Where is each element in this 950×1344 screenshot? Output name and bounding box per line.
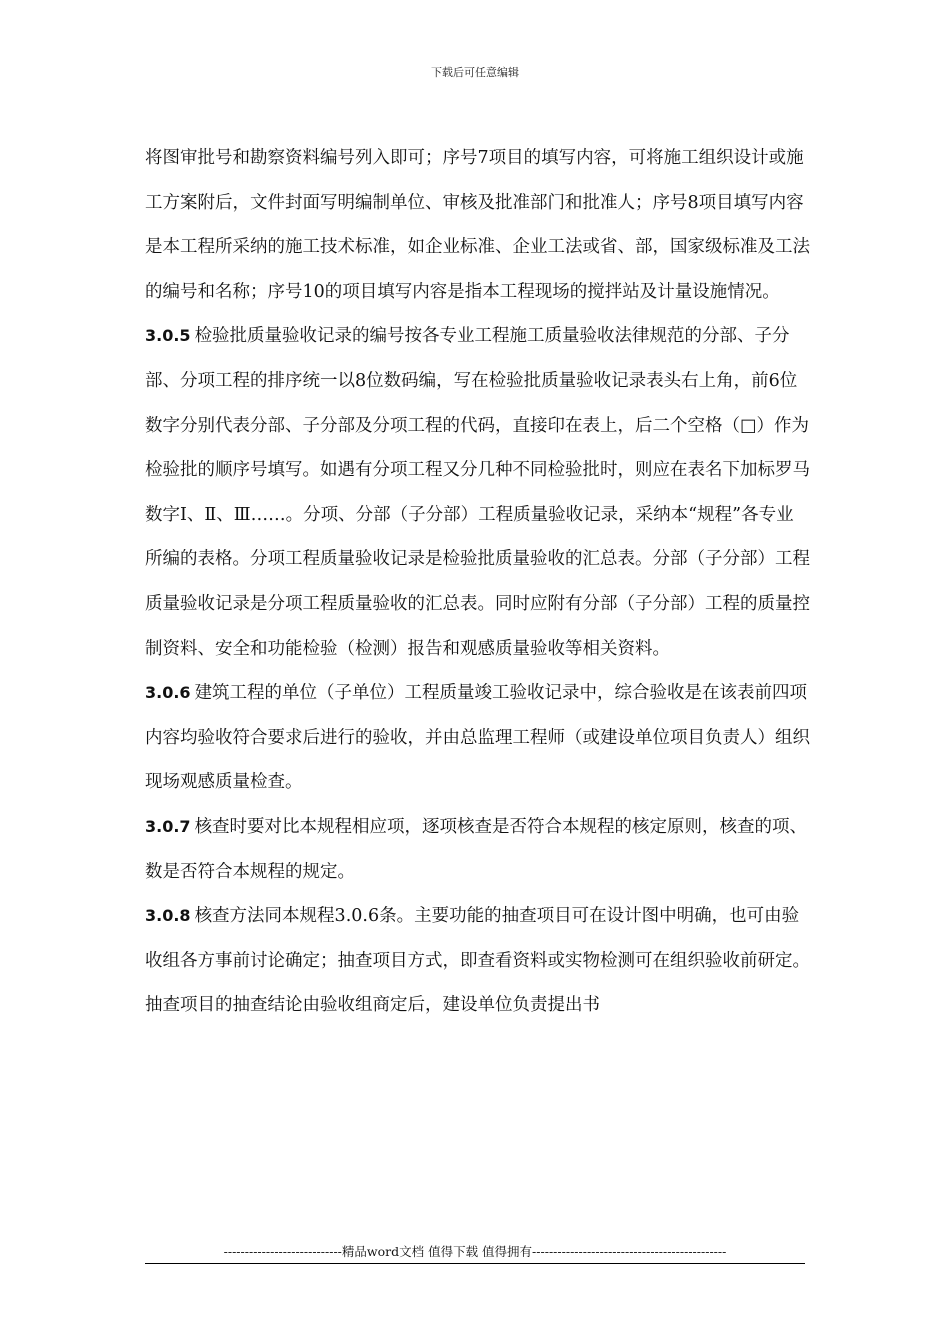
clause-number: 3.0.5 [145, 326, 191, 346]
clause-number: 3.0.6 [145, 683, 191, 703]
clause-3-0-6 [145, 671, 810, 805]
document-body [145, 136, 810, 1028]
clause-number: 3.0.7 [145, 816, 191, 836]
paragraph-text: 将图审批号和勘察资料编号列入即可；序号7项目的填写内容，可将施工组织设计或施工方案附后，文件封面写明编制单位、审核及批准部门和批准人；序号8项目填写内容是本工程所采纳的施工技术标准，如企业标准、企业工法或省、部，国家级标准及工法的编号和名称；序号10的项目填写内容是指本工程现场的搅拌站及计量设施情况。 [145, 148, 810, 302]
page-footer: ----------------------------精品word文档 值得下载 值得拥有---------------------------------------------- [223, 1244, 727, 1259]
footer-divider [145, 1263, 805, 1264]
clause-text: 核查方法同本规程3.0.6条。主要功能的抽查项目可在设计图中明确，也可由验收组各方事前讨论确定；抽查项目方式，即查看资料或实物检测可在组织验收前研定。抽查项目的抽查结论由验收组商定后，建设单位负责提出书 [145, 906, 810, 1016]
clause-3-0-5 [145, 314, 810, 671]
clause-3-0-8 [145, 894, 810, 1028]
paragraph-continuation [145, 136, 810, 314]
clause-text: 核查时要对比本规程相应项，逐项核查是否符合本规程的核定原则，核查的项、数是否符合本规程的规定。 [145, 816, 808, 882]
clause-text: 检验批质量验收记录的编号按各专业工程施工质量验收法律规范的分部、子分部、分项工程的排序统一以8位数码编，写在检验批质量验收记录表头右上角，前6位数字分别代表分部、子分部及分项工程的代码，直接印在表上，后二个空格（□）作为检验批的顺序号填写。如遇有分项工程又分几种不同检验批时，则应在表名下加标罗马数字Ⅰ、Ⅱ、Ⅲ……。分项、分部（子分部）工程质量验收记录，采纳本“规程”各专业所编的表格。分项工程质量验收记录是检验批质量验收的汇总表。分部（子分部）工程质量验收记录是分项工程质量验收的汇总表。同时应附有分部（子分部）工程的质量控制资料、安全和功能检验（检测）报告和观感质量验收等相关资料。 [145, 326, 810, 659]
page-header: 下载后可任意编辑 [431, 66, 519, 79]
clause-text: 建筑工程的单位（子单位）工程质量竣工验收记录中，综合验收是在该表前四项内容均验收符合要求后进行的验收，并由总监理工程师（或建设单位项目负责人）组织现场观感质量检查。 [145, 683, 810, 793]
clause-number: 3.0.8 [145, 906, 191, 926]
clause-3-0-7 [145, 805, 810, 894]
